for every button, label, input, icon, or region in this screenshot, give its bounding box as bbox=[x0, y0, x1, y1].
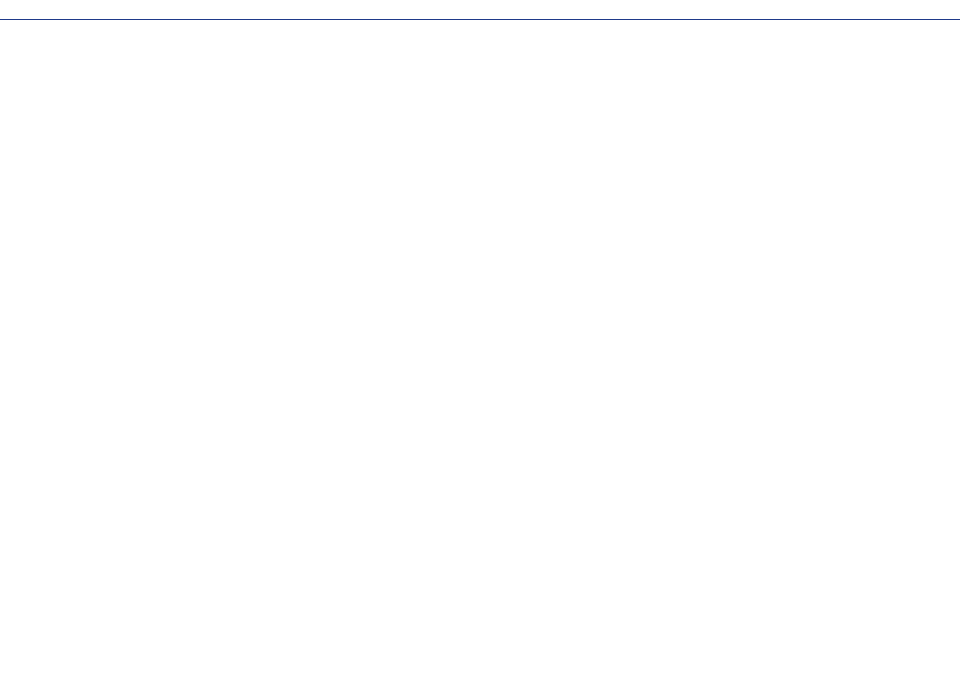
header-rule bbox=[0, 19, 960, 20]
